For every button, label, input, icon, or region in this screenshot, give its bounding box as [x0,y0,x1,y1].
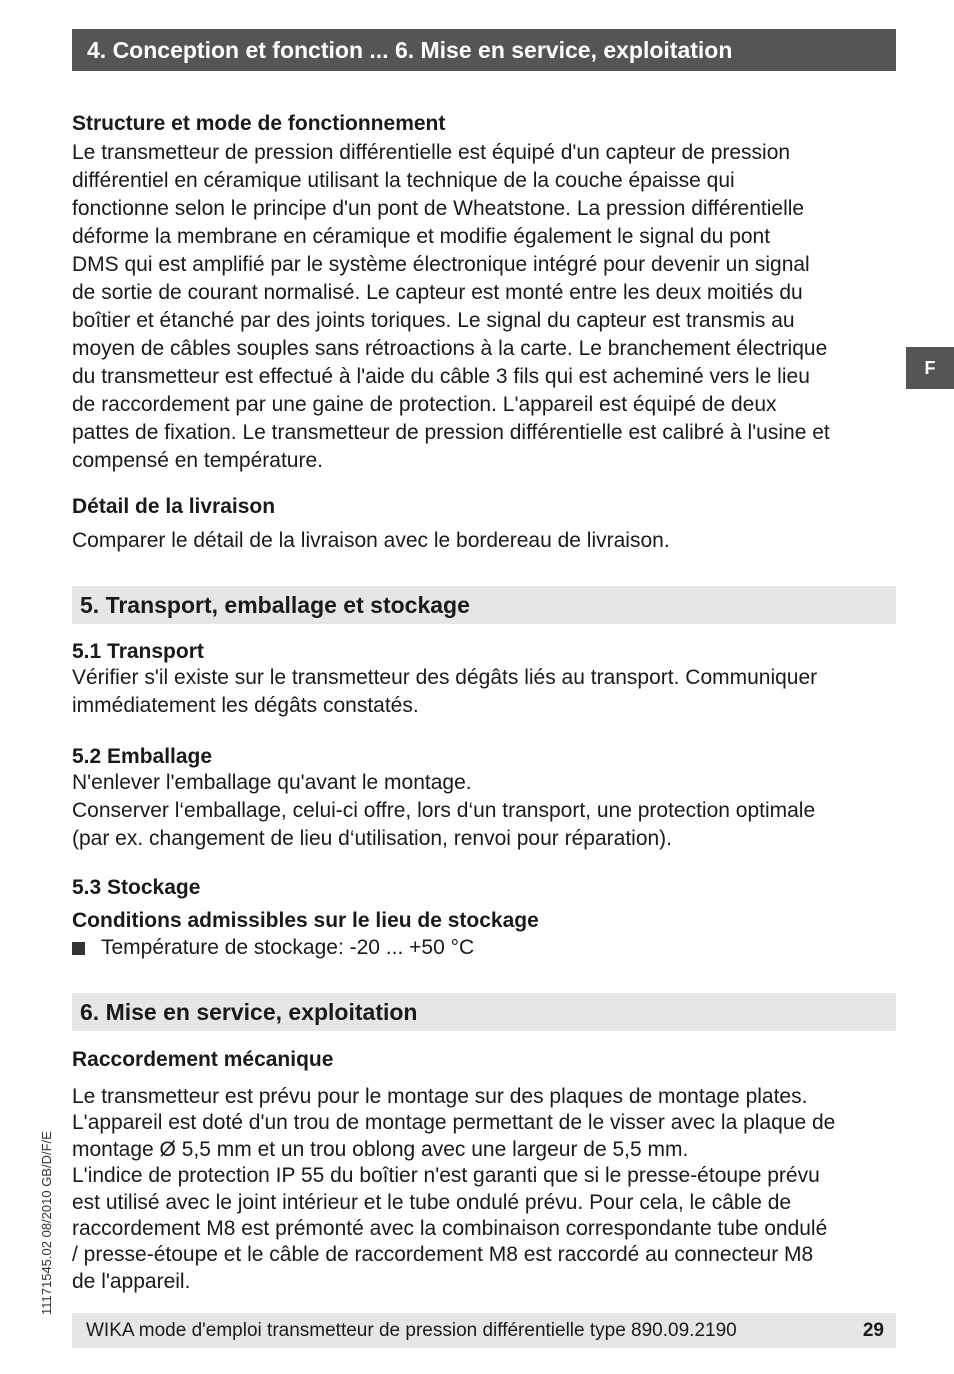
text-line: déforme la membrane en céramique et modifie également le signal du pont [72,225,771,248]
transport-heading: 5.1 Transport [72,640,204,663]
text-line: de raccordement par une gaine de protection. L'appareil est équipé de deux [72,393,777,416]
text-line: fonctionne selon le principe d'un pont de Wheatstone. La pression différentielle [72,197,805,220]
text-line: Conserver l‘emballage, celui-ci offre, lors d‘un transport, une protection optimale [72,799,816,822]
language-tab: F [906,347,954,389]
text-line: différentiel en céramique utilisant la technique de la couche épaisse qui [72,169,735,192]
text-line: L'indice de protection IP 55 du boîtier n'est garanti que si le presse-étoupe prévu [72,1164,820,1188]
text-line: DMS qui est amplifié par le système électronique intégré pour devenir un signal [72,253,810,276]
page-number: 29 [862,1320,884,1341]
structure-paragraph [72,139,902,475]
text-line: immédiatement les dégâts constatés. [72,694,419,717]
mechanical-connection-paragraph [72,1084,902,1295]
transport-paragraph [72,664,902,720]
structure-heading: Structure et mode de fonctionnement [72,112,446,135]
text-line: moyen de câbles souples sans rétroactions à la carte. Le branchement électrique [72,337,828,360]
storage-conditions-heading: Conditions admissibles sur le lieu de stockage [72,909,539,932]
text-line: N'enlever l'emballage qu'avant le montage. [72,771,472,794]
section-6-title: 6. Mise en service, exploitation [72,993,896,1031]
storage-heading: 5.3 Stockage [72,876,201,899]
text-line: / presse-étoupe et le câble de raccordement M8 est raccordé au connecteur M8 [72,1243,814,1267]
text-line: boîtier et étanché par des joints toriques. Le signal du capteur est transmis au [72,309,795,332]
mechanical-connection-heading: Raccordement mécanique [72,1048,334,1071]
packaging-heading: 5.2 Emballage [72,745,213,768]
delivery-heading: Détail de la livraison [72,495,276,518]
text-line: est utilisé avec le joint intérieur et le tube ondulé prévu. Pour cela, le câble de [72,1190,792,1214]
section-5-title: 5. Transport, emballage et stockage [72,586,896,624]
packaging-paragraph [72,769,902,853]
page-header-title: 4. Conception et fonction ... 6. Mise en service, exploitation [72,29,896,71]
text-line: du transmetteur est effectué à l'aide du câble 3 fils qui est acheminé vers le lieu [72,365,810,388]
text-line: Le transmetteur est prévu pour le montage sur des plaques de montage plates. [72,1085,808,1108]
page-footer [72,1313,896,1348]
text-line: de sortie de courant normalisé. Le capteur est monté entre les deux moitiés du [72,281,803,304]
storage-temperature-text: Température de stockage: -20 ... +50 °C [101,936,475,959]
text-line: compensé en température. [72,449,323,472]
delivery-paragraph [72,527,902,555]
document-code: 11171545.02 08/2010 GB/D/F/E [39,1131,54,1315]
square-bullet-icon [72,942,85,955]
text-line: raccordement M8 est prémonté avec la combinaison correspondante tube ondulé [72,1217,828,1241]
footer-text: WIKA mode d'emploi transmetteur de pression différentielle type 890.09.2190 [86,1320,737,1341]
text-line: L'appareil est doté d'un trou de montage permettant de le visser avec la plaque de [72,1111,836,1135]
text-line: pattes de fixation. Le transmetteur de pression différentielle est calibré à l'usine et [72,421,830,444]
storage-bullet-item [72,934,474,962]
text-line: Vérifier s'il existe sur le transmetteur des dégâts liés au transport. Communiquer [72,666,818,689]
text-line: Comparer le détail de la livraison avec le bordereau de livraison. [72,529,670,552]
text-line: Le transmetteur de pression différentielle est équipé d'un capteur de pression [72,141,791,164]
text-line: (par ex. changement de lieu d‘utilisation, renvoi pour réparation). [72,827,673,850]
text-line: de l'appareil. [72,1269,191,1293]
text-line: montage Ø 5,5 mm et un trou oblong avec une largeur de 5,5 mm. [72,1137,689,1161]
